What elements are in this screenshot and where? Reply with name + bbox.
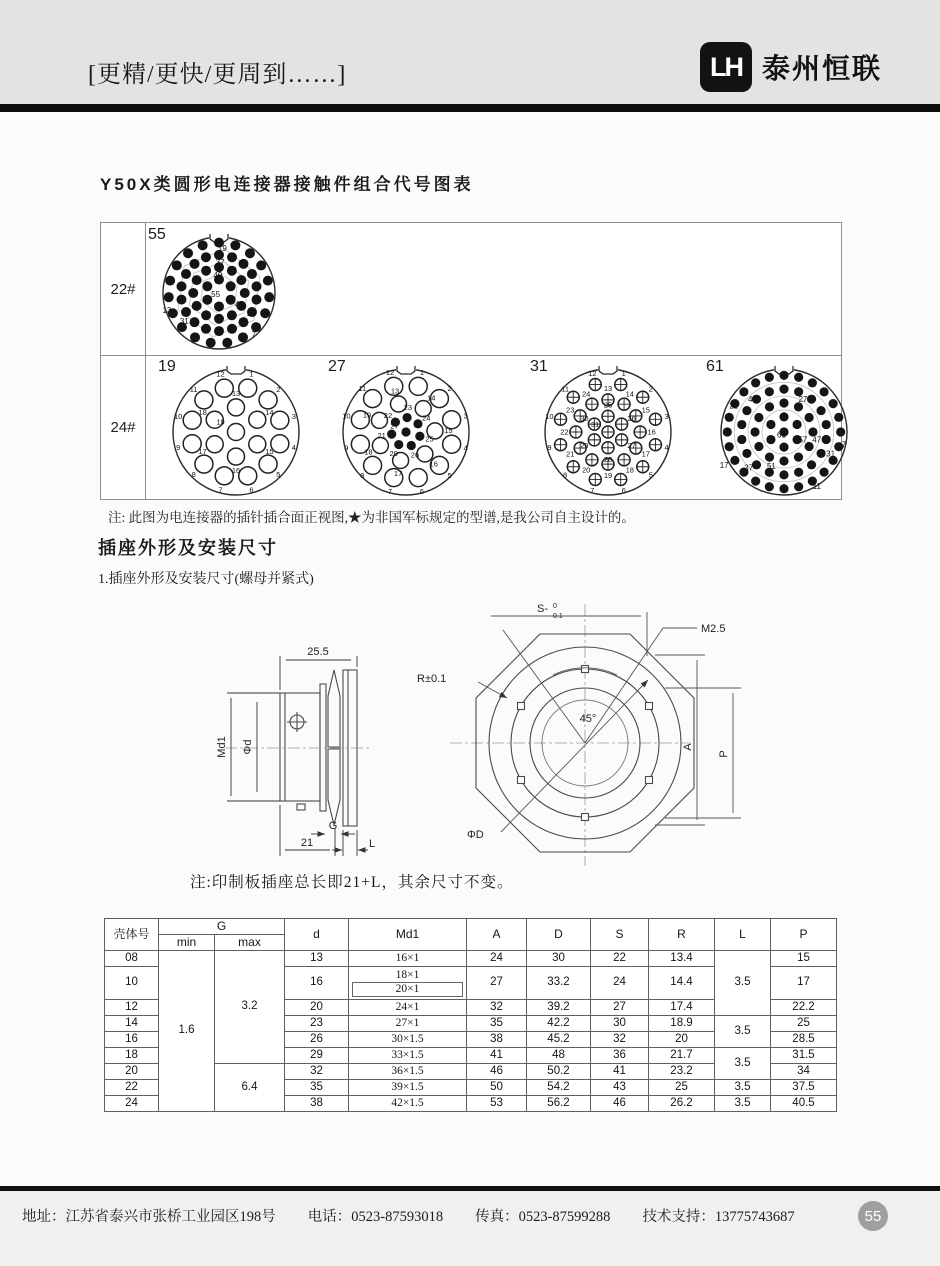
svg-text:9: 9 xyxy=(176,442,181,452)
pin-diagrams-24 xyxy=(146,356,847,499)
dim-m25-label: M2.5 xyxy=(701,623,726,635)
svg-text:27: 27 xyxy=(627,441,636,451)
svg-text:11: 11 xyxy=(358,383,367,393)
cell: 32 xyxy=(591,1032,649,1048)
pin-chart-note: 注: 此图为电连接器的插针插合面正视图,★为非国军标规定的型谱,是我公司自主设计的。 xyxy=(108,510,635,525)
cell: 13 xyxy=(285,951,349,967)
gauge-label-22: 22# xyxy=(101,223,146,355)
cell: 24 xyxy=(591,967,649,1000)
svg-text:22: 22 xyxy=(560,427,569,437)
col-a: A xyxy=(467,919,527,951)
svg-text:27: 27 xyxy=(390,421,399,431)
svg-text:7: 7 xyxy=(387,487,393,497)
section-subheading: 1.插座外形及安装尺寸(螺母并紧式) xyxy=(98,572,314,587)
cell-g-min: 1.6 xyxy=(159,951,215,1112)
svg-text:16: 16 xyxy=(429,459,438,469)
svg-text:13: 13 xyxy=(231,388,241,398)
svg-text:18: 18 xyxy=(364,447,373,457)
connector-face-31-diagram xyxy=(538,362,678,502)
svg-text:16: 16 xyxy=(647,427,656,437)
svg-text:13: 13 xyxy=(162,305,172,315)
svg-text:23: 23 xyxy=(403,402,413,412)
svg-text:18: 18 xyxy=(625,465,634,475)
svg-text:8: 8 xyxy=(563,470,568,480)
cell: 14.4 xyxy=(649,967,715,1000)
cell: 15 xyxy=(771,951,837,967)
col-g-min: min xyxy=(159,935,215,951)
svg-text:10: 10 xyxy=(545,411,554,421)
cell: 25 xyxy=(771,1016,837,1032)
cell: 21.7 xyxy=(649,1048,715,1064)
cell: 10 xyxy=(105,967,159,1000)
cell: 36 xyxy=(591,1048,649,1064)
svg-text:17: 17 xyxy=(393,469,403,479)
dim-21-label: 21 xyxy=(300,837,314,849)
cell: 32 xyxy=(285,1064,349,1080)
col-d: d xyxy=(285,919,349,951)
cell: 18.9 xyxy=(649,1016,715,1032)
cell-l-3: 3.5 xyxy=(715,1048,771,1080)
section-heading: 插座外形及安装尺寸 xyxy=(98,538,278,558)
svg-text:1: 1 xyxy=(249,369,254,379)
svg-text:8: 8 xyxy=(191,469,196,479)
cell: 41 xyxy=(467,1048,527,1064)
cell: 30×1.5 xyxy=(349,1032,467,1048)
drawing-note: 注:印制板插座总长即21+L，其余尺寸不变。 xyxy=(190,874,514,891)
svg-text:37: 37 xyxy=(744,463,754,473)
col-shell: 壳体号 xyxy=(105,919,159,951)
pin-diagrams-22 xyxy=(146,223,841,355)
col-g: G xyxy=(159,919,285,935)
cell: 24 xyxy=(105,1096,159,1112)
cell: 27×1 xyxy=(349,1016,467,1032)
cell: 08 xyxy=(105,951,159,967)
dim-l-label: L xyxy=(369,838,376,850)
connector-19-count: 19 xyxy=(158,358,176,375)
dimension-table xyxy=(104,918,837,1112)
svg-text:4: 4 xyxy=(291,442,296,452)
page-number-badge: 55 xyxy=(858,1201,888,1231)
footer-fax: 传真：0523-87599288 xyxy=(475,1209,611,1225)
svg-text:27: 27 xyxy=(798,395,808,405)
svg-text:17: 17 xyxy=(719,460,729,470)
cell: 20 xyxy=(285,1000,349,1016)
cell: 13.4 xyxy=(649,951,715,967)
footer-support: 技术支持：13775743687 xyxy=(642,1209,795,1225)
svg-text:47: 47 xyxy=(812,435,822,445)
svg-text:57: 57 xyxy=(798,435,808,445)
dim-s-upper-tol: 0 xyxy=(553,603,557,610)
cell: 20 xyxy=(105,1064,159,1080)
svg-text:6: 6 xyxy=(419,487,425,497)
svg-text:9: 9 xyxy=(222,339,227,349)
svg-text:10: 10 xyxy=(174,412,183,422)
cell: 17.4 xyxy=(649,1000,715,1016)
cell: 26.2 xyxy=(649,1096,715,1112)
svg-text:21: 21 xyxy=(729,401,739,411)
svg-text:20: 20 xyxy=(389,448,398,458)
col-r: R xyxy=(649,919,715,951)
cell: 56.2 xyxy=(527,1096,591,1112)
cell: 30 xyxy=(591,1016,649,1032)
cell-g-max-2: 6.4 xyxy=(215,1064,285,1112)
svg-text:12: 12 xyxy=(385,367,395,377)
cell: 46 xyxy=(467,1064,527,1080)
cell: 36×1.5 xyxy=(349,1064,467,1080)
svg-text:24: 24 xyxy=(582,389,591,399)
cell: 54.2 xyxy=(527,1080,591,1096)
dim-s-label: S- xyxy=(537,603,548,615)
svg-text:15: 15 xyxy=(444,425,453,435)
dim-45-label: 45° xyxy=(579,713,597,725)
cell: 23.2 xyxy=(649,1064,715,1080)
table-header-row xyxy=(105,919,837,935)
cell: 22 xyxy=(105,1080,159,1096)
cell-l-1: 3.5 xyxy=(715,951,771,1016)
svg-text:15: 15 xyxy=(265,446,274,456)
cell: 35 xyxy=(467,1016,527,1032)
svg-text:1: 1 xyxy=(419,367,425,377)
cell-g-max-1: 3.2 xyxy=(215,951,285,1064)
cell: 34 xyxy=(771,1064,837,1080)
cell: 20 xyxy=(649,1032,715,1048)
svg-text:9: 9 xyxy=(547,443,552,453)
connector-face-27-diagram xyxy=(336,362,476,502)
svg-text:12: 12 xyxy=(216,369,225,379)
cell: 16 xyxy=(105,1032,159,1048)
svg-text:55: 55 xyxy=(211,290,221,300)
svg-text:51: 51 xyxy=(766,462,776,472)
cell: 24 xyxy=(467,951,527,967)
dim-a-label: A xyxy=(682,743,694,751)
cell: 14 xyxy=(105,1016,159,1032)
connector-face-55-diagram xyxy=(156,230,282,356)
svg-text:14: 14 xyxy=(625,389,634,399)
cell: 41 xyxy=(591,1064,649,1080)
connector-31-count: 31 xyxy=(530,358,548,375)
svg-text:31: 31 xyxy=(590,420,600,429)
svg-text:29: 29 xyxy=(580,441,589,451)
svg-text:24: 24 xyxy=(422,413,431,423)
page-title: Y50X类圆形电连接器接触件组合代号图表 xyxy=(100,175,474,194)
svg-text:31: 31 xyxy=(179,317,189,326)
svg-text:2: 2 xyxy=(447,383,452,393)
svg-text:25: 25 xyxy=(425,434,434,444)
svg-text:9: 9 xyxy=(344,443,349,453)
col-s: S xyxy=(591,919,649,951)
dim-phid-label: Φd xyxy=(242,739,254,755)
svg-text:7: 7 xyxy=(590,486,595,496)
svg-text:19: 19 xyxy=(216,417,225,427)
cell: 39×1.5 xyxy=(349,1080,467,1096)
svg-text:4: 4 xyxy=(463,443,468,453)
col-g-max: max xyxy=(215,935,285,951)
svg-text:3: 3 xyxy=(664,411,669,421)
company-logo-icon: LH xyxy=(700,42,752,92)
svg-text:3: 3 xyxy=(291,412,296,422)
svg-text:22: 22 xyxy=(383,410,393,420)
dim-g-label: G xyxy=(328,820,338,832)
dim-p-label: P xyxy=(718,750,730,758)
svg-text:11: 11 xyxy=(812,482,821,492)
connector-face-19-diagram xyxy=(166,362,306,502)
svg-text:3: 3 xyxy=(463,411,468,421)
cell-l-5: 3.5 xyxy=(715,1096,771,1112)
connector-55-count: 55 xyxy=(148,226,166,243)
cell: 28.5 xyxy=(771,1032,837,1048)
svg-text:7: 7 xyxy=(218,485,223,495)
cell-md1-split xyxy=(349,967,467,1000)
footer-contact-info xyxy=(22,1205,827,1226)
svg-text:10: 10 xyxy=(342,411,351,421)
cell: 39.2 xyxy=(527,1000,591,1016)
svg-text:41: 41 xyxy=(748,395,757,405)
svg-text:16: 16 xyxy=(231,466,241,476)
svg-text:25: 25 xyxy=(247,309,256,319)
col-l: L xyxy=(715,919,771,951)
technical-drawings xyxy=(185,598,925,870)
cell: 16 xyxy=(285,967,349,1000)
svg-text:6: 6 xyxy=(621,486,626,496)
cell: 22.2 xyxy=(771,1000,837,1016)
col-md1: Md1 xyxy=(349,919,467,951)
header-divider xyxy=(0,104,940,112)
table-row xyxy=(101,356,847,499)
cell: 50 xyxy=(467,1080,527,1096)
cell: 42.2 xyxy=(527,1016,591,1032)
cell: 53 xyxy=(467,1096,527,1112)
cell: 45.2 xyxy=(527,1032,591,1048)
svg-text:2: 2 xyxy=(276,385,281,395)
connector-27-count: 27 xyxy=(328,358,346,375)
svg-text:20: 20 xyxy=(582,465,591,475)
cell: 38 xyxy=(467,1032,527,1048)
svg-text:14: 14 xyxy=(265,408,274,418)
cell: 24×1 xyxy=(349,1000,467,1016)
cell: 48 xyxy=(527,1048,591,1064)
cell: 25 xyxy=(649,1080,715,1096)
svg-text:1: 1 xyxy=(621,368,626,378)
connector-face-61-diagram xyxy=(714,362,854,502)
cell-l-2: 3.5 xyxy=(715,1016,771,1048)
svg-text:19: 19 xyxy=(362,410,372,420)
svg-text:19: 19 xyxy=(217,244,227,254)
table-row xyxy=(101,223,841,356)
cell-l-4: 3.5 xyxy=(715,1080,771,1096)
svg-text:23: 23 xyxy=(566,405,575,415)
svg-text:7: 7 xyxy=(251,330,256,340)
svg-text:5: 5 xyxy=(276,469,281,479)
svg-text:7: 7 xyxy=(841,440,847,450)
cell: 23 xyxy=(285,1016,349,1032)
dim-phiD-label: ΦD xyxy=(467,829,484,841)
svg-text:49: 49 xyxy=(213,271,223,281)
col-dd: D xyxy=(527,919,591,951)
cell: 40.5 xyxy=(771,1096,837,1112)
dim-r-label: R±0.1 xyxy=(417,673,447,685)
svg-text:41: 41 xyxy=(234,300,244,310)
svg-text:25: 25 xyxy=(603,400,613,410)
footer-phone: 电话：0523-87593018 xyxy=(307,1209,444,1225)
cell: 27 xyxy=(467,967,527,1000)
cell: 31.5 xyxy=(771,1048,837,1064)
cell: 50.2 xyxy=(527,1064,591,1080)
cell: 26 xyxy=(285,1032,349,1048)
cell: 38 xyxy=(285,1096,349,1112)
connector-61-count: 61 xyxy=(706,358,724,375)
svg-text:12: 12 xyxy=(588,368,597,378)
footer-address: 地址：江苏省泰兴市张桥工业园区198号 xyxy=(22,1209,276,1225)
svg-text:19: 19 xyxy=(603,471,613,481)
table-row xyxy=(105,951,837,967)
svg-text:26: 26 xyxy=(627,413,636,423)
cell: 16×1 xyxy=(349,951,467,967)
cell: 32 xyxy=(467,1000,527,1016)
cell: 18 xyxy=(105,1048,159,1064)
cell: 35 xyxy=(285,1080,349,1096)
cell: 42×1.5 xyxy=(349,1096,467,1112)
cell: 33×1.5 xyxy=(349,1048,467,1064)
cell: 37.5 xyxy=(771,1080,837,1096)
svg-text:8: 8 xyxy=(360,471,365,481)
svg-text:5: 5 xyxy=(648,470,653,480)
front-view-annotation-lines xyxy=(478,612,741,832)
svg-text:13: 13 xyxy=(603,383,613,393)
svg-text:11: 11 xyxy=(189,385,198,395)
svg-text:11: 11 xyxy=(561,384,570,394)
cell: 33.2 xyxy=(527,967,591,1000)
svg-text:5: 5 xyxy=(447,471,452,481)
svg-text:15: 15 xyxy=(641,405,650,415)
svg-text:26: 26 xyxy=(410,450,420,460)
dim-s-lower-tol: 0.1 xyxy=(553,613,563,620)
cell: 27 xyxy=(591,1000,649,1016)
svg-text:21: 21 xyxy=(566,449,575,459)
cell: 17 xyxy=(771,967,837,1000)
svg-text:17: 17 xyxy=(198,446,207,456)
svg-text:17: 17 xyxy=(641,449,650,459)
pin-layout-table xyxy=(100,222,847,500)
md1-value: 18×1 xyxy=(395,968,420,981)
svg-text:13: 13 xyxy=(390,386,400,396)
svg-text:18: 18 xyxy=(198,408,207,418)
svg-text:31: 31 xyxy=(826,449,836,459)
dim-md1-label: Md1 xyxy=(216,736,228,758)
svg-text:2: 2 xyxy=(648,384,653,394)
md1-boxed-value: 20×1 xyxy=(352,982,463,997)
company-name: 泰州恒联 xyxy=(761,53,882,84)
cell: 46 xyxy=(591,1096,649,1112)
cell: 30 xyxy=(527,951,591,967)
svg-text:61: 61 xyxy=(777,430,786,440)
gauge-label-24: 24# xyxy=(101,356,146,499)
svg-text:28: 28 xyxy=(603,454,613,464)
svg-text:6: 6 xyxy=(249,485,254,495)
col-p: P xyxy=(771,919,837,951)
cell: 43 xyxy=(591,1080,649,1096)
svg-text:4: 4 xyxy=(664,443,669,453)
svg-text:21: 21 xyxy=(377,431,386,441)
svg-text:14: 14 xyxy=(427,393,436,403)
svg-text:30: 30 xyxy=(580,413,589,423)
brand-block xyxy=(700,42,882,92)
cell: 12 xyxy=(105,1000,159,1016)
dim-255-label: 25.5 xyxy=(307,646,329,658)
footer-strip xyxy=(0,1191,940,1266)
cell: 22 xyxy=(591,951,649,967)
svg-text:37: 37 xyxy=(215,258,225,268)
header-slogan: [更精/更快/更周到……] xyxy=(88,62,347,88)
cell: 29 xyxy=(285,1048,349,1064)
